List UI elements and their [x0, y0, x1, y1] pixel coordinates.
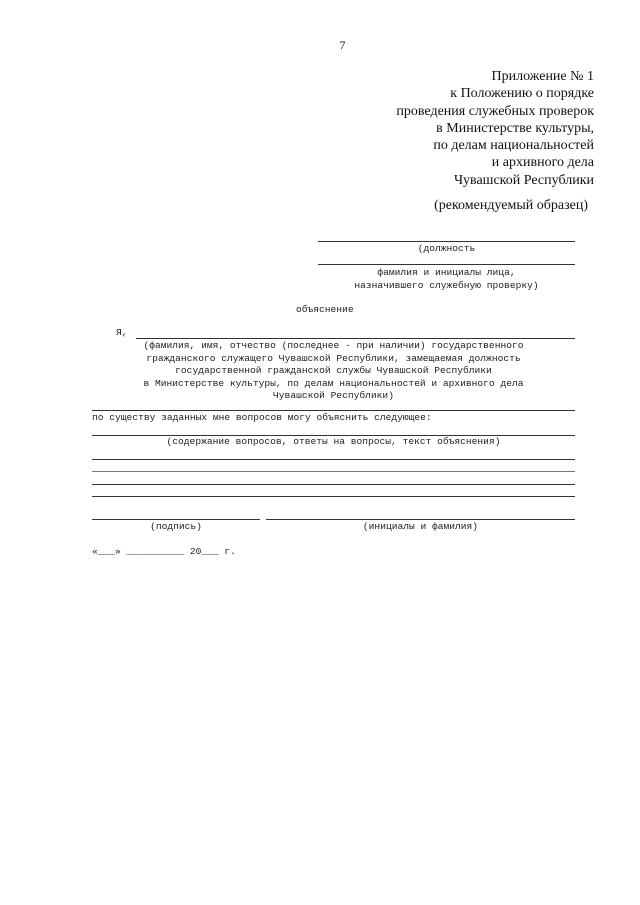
caption-line: назначившего служебную проверку)	[354, 279, 539, 291]
content-caption: (содержание вопросов, ответы на вопросы, текст объяснения)	[166, 436, 501, 447]
appendix-header	[396, 68, 594, 189]
page-number: 7	[339, 38, 346, 52]
text-field-line	[92, 471, 575, 472]
caption-line: фамилия и инициалы лица,	[377, 267, 516, 278]
fio-caption	[92, 340, 575, 403]
text-field-line	[92, 459, 575, 460]
signature-caption: (подпись)	[150, 521, 202, 532]
appendix-header-line: Чувашской Республики	[453, 172, 594, 188]
ya-label: Я,	[116, 327, 128, 338]
name-field-line	[266, 519, 575, 520]
signature-field-line	[92, 519, 260, 520]
caption-line: Чувашской Республики)	[273, 390, 394, 401]
appendix-header-line: проведения служебных проверок	[396, 103, 594, 119]
official-name-field-line	[318, 264, 575, 265]
caption-line: (фамилия, имя, отчество (последнее - при наличии) государственного	[143, 340, 524, 351]
date-line: «___» __________ 20___ г.	[92, 546, 236, 557]
appendix-header-line: и архивного дела	[491, 155, 594, 171]
name-caption: (инициалы и фамилия)	[362, 521, 479, 532]
appendix-header-line: по делам национальностей	[433, 138, 594, 154]
position-caption: (должность	[417, 243, 476, 254]
appendix-header-line: в Министерстве культуры,	[436, 120, 594, 136]
caption-line: государственной гражданской службы Чувашской Республики	[175, 365, 492, 376]
text-field-line	[92, 484, 575, 485]
document-title: объяснение	[296, 304, 354, 315]
official-name-caption	[318, 267, 575, 292]
appendix-header-line: Приложение № 1	[491, 69, 594, 84]
text-field-line	[92, 496, 575, 497]
position-field-line	[318, 241, 575, 242]
separator-line	[92, 410, 575, 411]
fio-field-line	[136, 338, 575, 339]
caption-line: в Министерстве культуры, по делам национальностей и архивного дела	[143, 377, 524, 389]
appendix-header-line: к Положению о порядке	[450, 86, 594, 102]
caption-line: гражданского служащего Чувашской Республики, замещаемая должность	[146, 352, 521, 364]
sample-note: (рекомендуемый образец)	[434, 198, 588, 213]
intro-text: по существу заданных мне вопросов могу объяснить следующее:	[92, 412, 432, 423]
